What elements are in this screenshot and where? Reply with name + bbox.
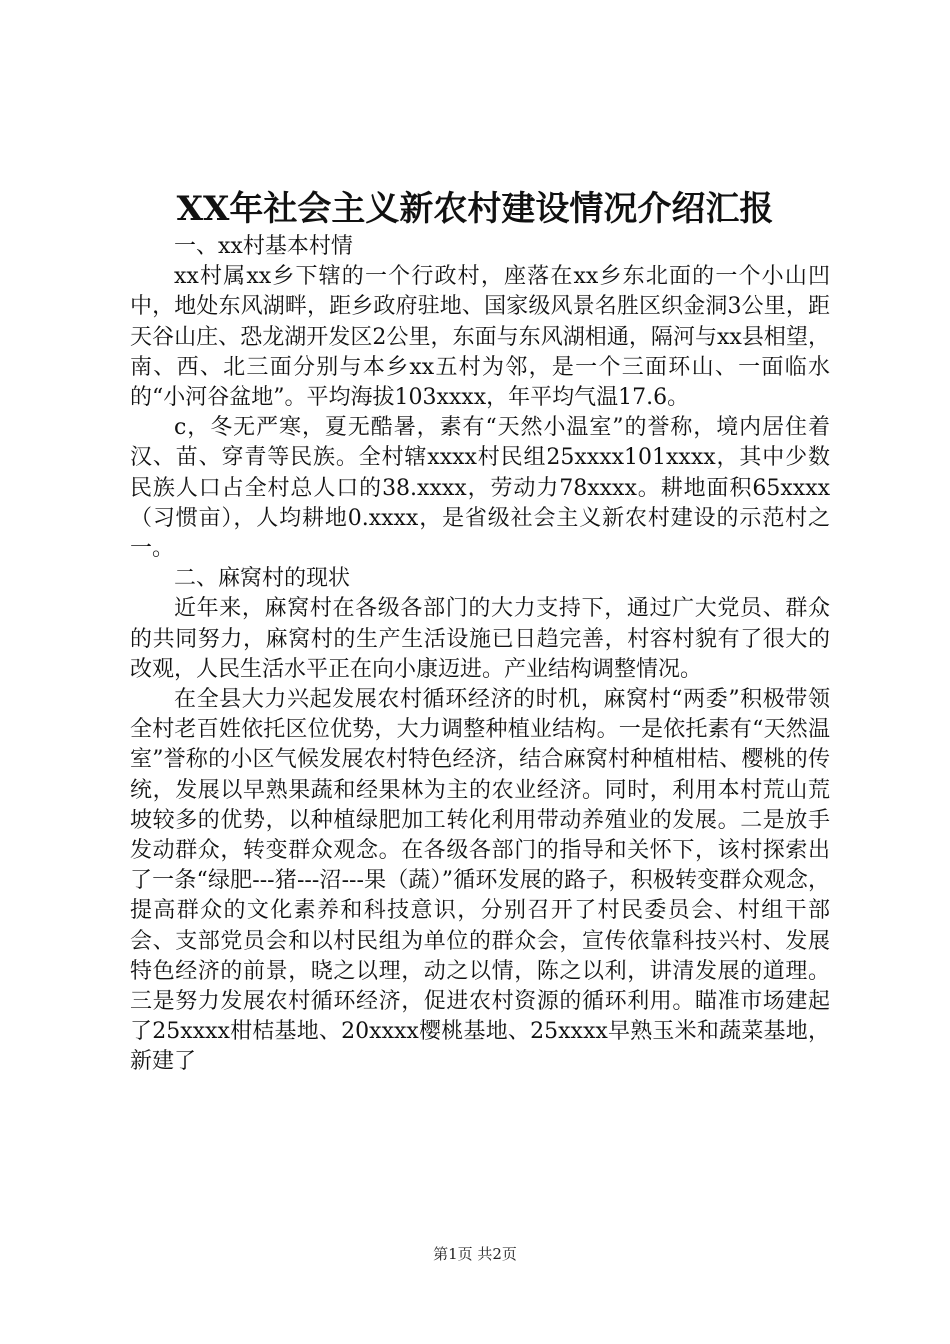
- paragraph-circular-economy: 在全县大力兴起发展农村循环经济的时机，麻窝村“两委”积极带领全村老百姓依托区位优势，大力调整种植业结构。一是依托素有“天然温室”誉称的小区气候发展农村特色经济，结合麻窝村种植柑桔、樱桃的传统，发展以早熟果蔬和经果林为主的农业经济。同时，利用本村荒山荒坡较多的优势，以种植绿肥加工转化利用带动养殖业的发展。二是放手发动群众，转变群众观念。在各级各部门的指导和关怀下，该村探索出了一条“绿肥---猪---沼---果（蔬）”循环发展的路子，积极转变群众观念，提高群众的文化素养和科技意识，分别召开了村民委员会、村组干部会、支部党员会和以村民组为单位的群众会，宣传依靠科技兴村、发展特色经济的前景，晓之以理，动之以情，陈之以利，讲清发展的道理。三是努力发展农村循环经济，促进农村资源的循环利用。瞄准市场建起了25xxxx柑桔基地、20xxxx樱桃基地、25xxxx早熟玉米和蔬菜基地，新建了: [130, 687, 830, 1075]
- section-heading-basic-info: 一、xx村基本村情: [174, 234, 353, 259]
- page-footer: 第1页 共2页: [433, 1245, 517, 1263]
- document-body: [130, 232, 830, 1078]
- paragraph-population: c，冬无严寒，夏无酷暑，素有“天然小温室”的誉称，境内居住着汉、苗、穿青等民族。全村辖xxxx村民组25xxxx101xxxx，其中少数民族人口占全村总人口的38.xxxx，劳动力78xxxx。耕地面积65xxxx（习惯亩），人均耕地0.xxxx，是省级社会主义新农村建设的示范村之一。: [130, 415, 830, 562]
- section-heading-current-status: 二、麻窝村的现状: [174, 566, 351, 592]
- paragraph-recent-years: 近年来，麻窝村在各级各部门的大力支持下，通过广大党员、群众的共同努力，麻窝村的生产生活设施已日趋完善，村容村貌有了很大的改观，人民生活水平正在向小康迈进。产业结构调整情况。: [130, 596, 830, 682]
- paragraph-location: xx村属xx乡下辖的一个行政村，座落在xx乡东北面的一个小山凹中，地处东风湖畔，距乡政府驻地、国家级风景名胜区织金洞3公里，距天谷山庄、恐龙湖开发区2公里，东面与东风湖相通，隔河与xx县相望，南、西、北三面分别与本乡xx五村为邻，是一个三面环山、一面临水的“小河谷盆地”。平均海拔103xxxx，年平均气温17.6。: [130, 264, 830, 411]
- document-title: XX年社会主义新农村建设情况介绍汇报: [176, 189, 774, 229]
